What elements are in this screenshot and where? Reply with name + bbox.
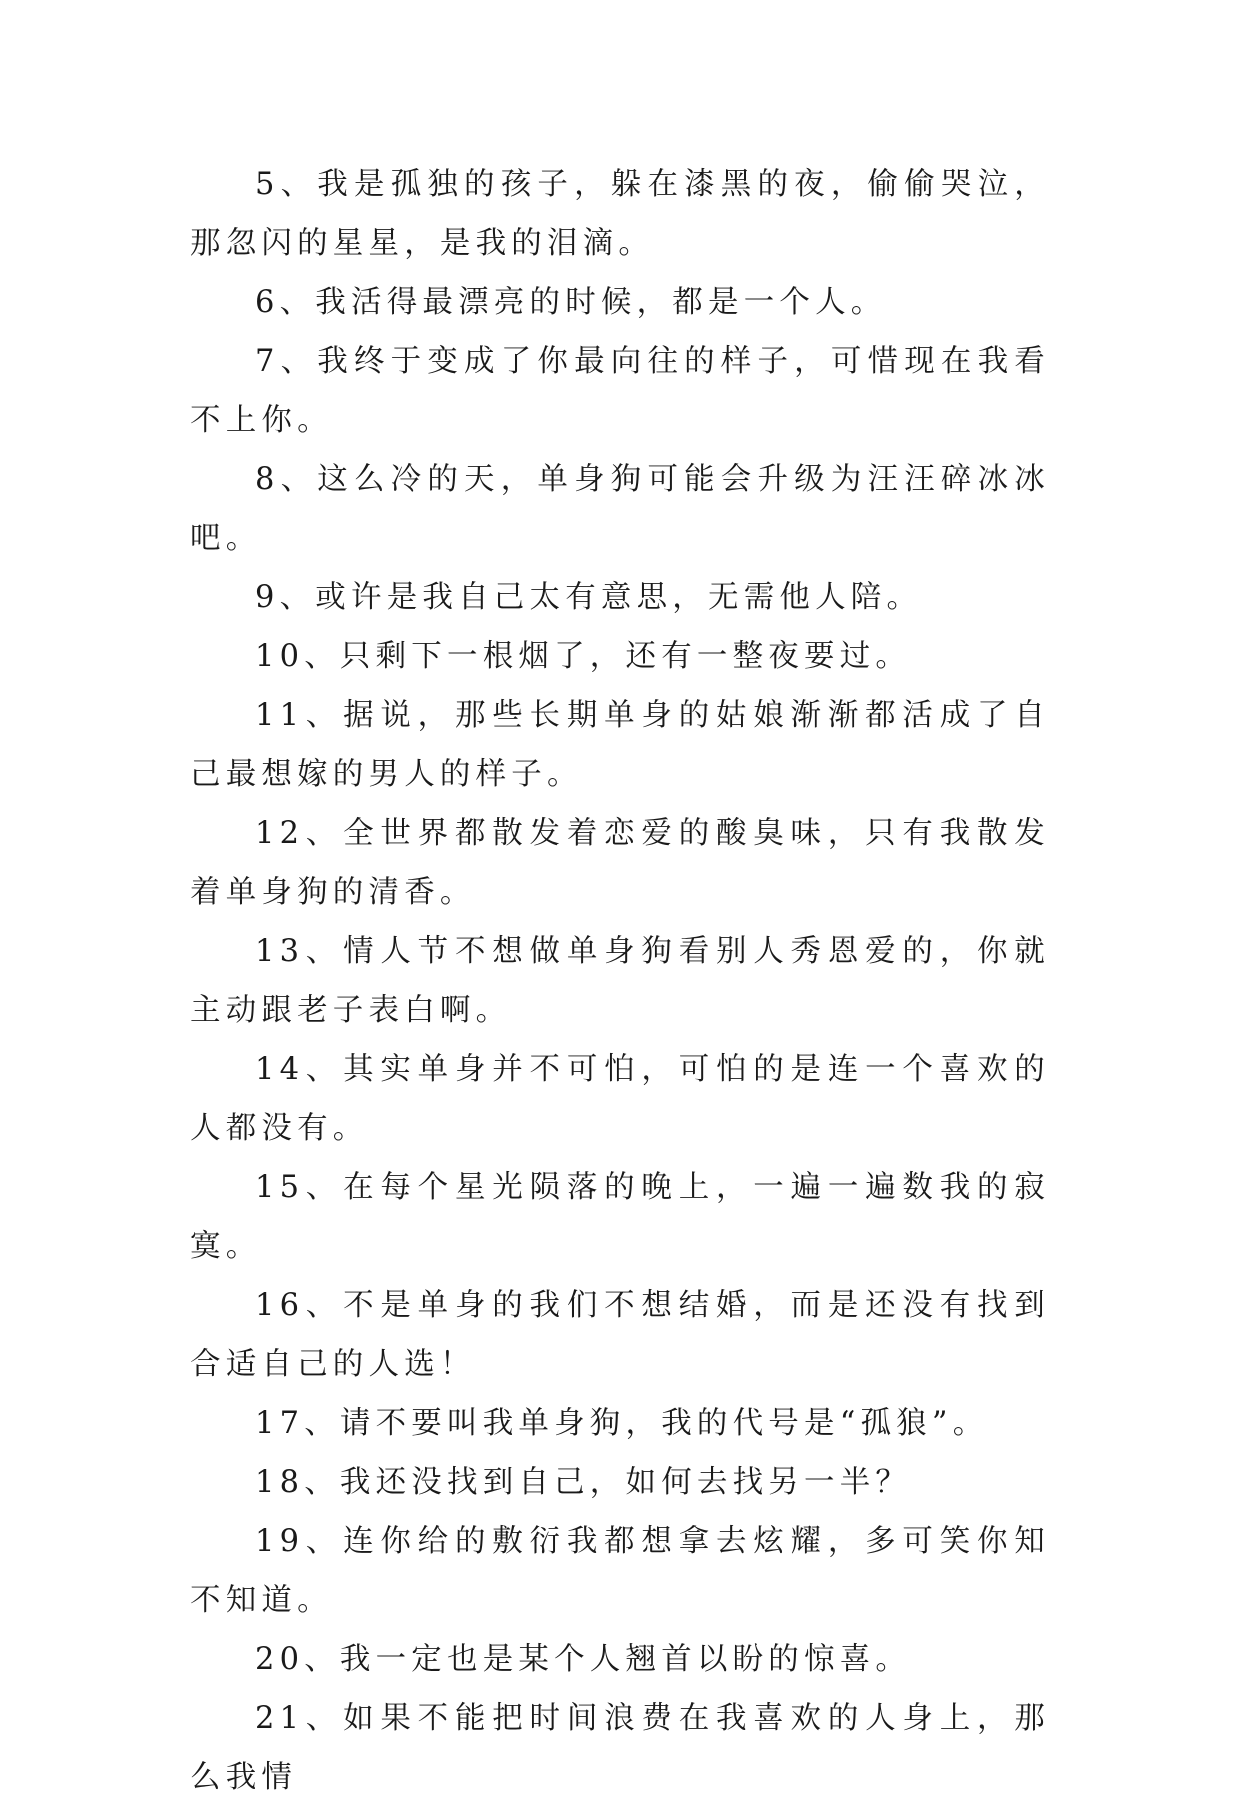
paragraph-7: 7、我终于变成了你最向往的样子，可惜现在我看不上你。 [190,344,1050,438]
paragraph-14: 14、其实单身并不可怕，可怕的是连一个喜欢的人都没有。 [190,1052,1050,1146]
document-body [190,155,1050,1807]
paragraph-15: 15、在每个星光陨落的晚上，一遍一遍数我的寂寞。 [190,1170,1050,1264]
paragraph-10: 10、只剩下一根烟了，还有一整夜要过。 [255,639,912,674]
paragraph-9: 9、或许是我自己太有意思，无需他人陪。 [255,580,923,615]
paragraph-17: 17、请不要叫我单身狗，我的代号是“孤狼”。 [255,1406,989,1441]
paragraph-6: 6、我活得最漂亮的时候，都是一个人。 [255,285,887,320]
paragraph-13: 13、情人节不想做单身狗看别人秀恩爱的，你就主动跟老子表白啊。 [190,934,1050,1028]
paragraph-11: 11、据说，那些长期单身的姑娘渐渐都活成了自己最想嫁的男人的样子。 [190,698,1050,792]
paragraph-12: 12、全世界都散发着恋爱的酸臭味，只有我散发着单身狗的清香。 [190,816,1050,910]
paragraph-18: 18、我还没找到自己，如何去找另一半？ [255,1465,912,1500]
paragraph-8: 8、这么冷的天，单身狗可能会升级为汪汪碎冰冰吧。 [190,462,1050,556]
paragraph-21: 21、如果不能把时间浪费在我喜欢的人身上，那么我情 [190,1701,1050,1795]
paragraph-16: 16、不是单身的我们不想结婚，而是还没有找到合适自己的人选！ [190,1288,1050,1382]
paragraph-19: 19、连你给的敷衍我都想拿去炫耀，多可笑你知不知道。 [190,1524,1050,1618]
paragraph-20: 20、我一定也是某个人翘首以盼的惊喜。 [255,1642,912,1677]
paragraph-5: 5、我是孤独的孩子，躲在漆黑的夜，偷偷哭泣，那忽闪的星星，是我的泪滴。 [190,167,1050,261]
